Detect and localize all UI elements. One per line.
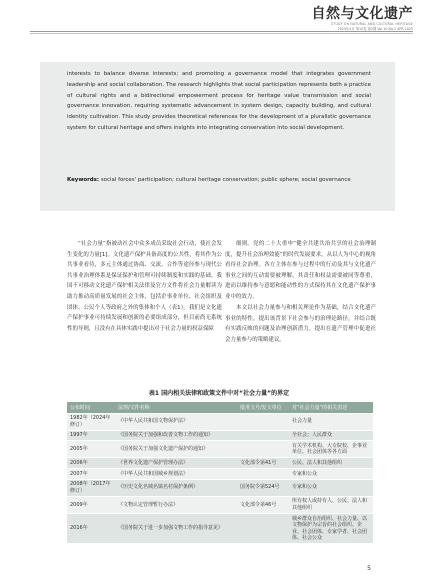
cell-document: 《世界文化遗产保护管理办法》 [115,458,237,469]
cell-definition: 所有权人或持有人、公民、法人和其他组织 [289,496,373,513]
cell-date: 2007年 [67,469,115,480]
col-header-document: 法规/文件名称 [115,402,237,413]
cell-document: 《中华人民共和国城乡规划法》 [115,469,237,480]
journal-subtitle: STUDY ON NATURAL AND CULTURAL HERITAGE [331,22,413,26]
table-row [67,514,373,544]
cell-issuer: 国务院令第524号 [237,479,289,496]
cell-document: 《文物认定管理暂行办法》 [115,496,237,513]
cell-issuer [237,469,289,480]
cell-issuer: 文化部令第41号 [237,458,289,469]
body-paragraph: 本文以社会力量参与和相关理论作为基础，结合文化遗产事业的特性，提出该背景下社会参与的治理论路径，并结合既有实践反映的问题及治理创新潜力，提出在遗产管理中促进社会力量参与的策略建议。 [225,305,376,343]
issue-info: 2025年4月 第10卷 第2期 Vol.10 No.2 APR.2025 [337,27,413,31]
cell-date: 1982年（2024年修订） [67,413,115,430]
col-header-definition: 对“社会力量”的相关表述 [289,402,373,413]
cell-issuer [237,413,289,430]
cell-definition: 专家和公众 [289,479,373,496]
cell-date: 2008年（2017年修订） [67,479,115,496]
cell-date: 2009年 [67,496,115,513]
table-row [67,496,373,513]
table-row [67,430,373,441]
abstract-paragraph: interests to balance diverse interests; and promoting a governance model that integrates government leadership and social collaboration. The research highlights that social participation represents both a practice of cultural rights and a bidirectional empowerment process for heritage value transmission and social governance innovation, requiring systematic advancement in system design, capacity building, and cultural identity cultivation. This study provides theoretical references for the development of a pluralistic governance system for cultural heritage and offers insights into integrating conservation into social development. [67,71,371,131]
table-caption: 表1 国内相关法律和政策文件中对“社会力量”的界定 [148,390,290,397]
cell-document: 《国务院关于加强和改善文物工作的通知》 [115,430,237,441]
cell-definition: 社会力量 [289,413,373,430]
body-paragraph: “社会力量”指被动社会中众多成员采取社会行动，使社会发生变化的力量[1]。文化遗产保护具备高度的公共性，将其作为公共事业看待，多元主体通过协商、交流、合作等途径参与现代公共事业治理体系是保证保护和管理可持续制度和实践的基础。我国不可移动文化遗产保护相关法律及官方文件将社会力量解读为助力推动高质量发展的社会主体，包括企事业单位、社会组织及团体、公民个人等政府之外的集体和个人（表1）。我们是文化遗产保护事业可持续发展和创新的必要组成部分，但目前尚无系统性的导则，且没有在具体实践中提出对于社会力量的权益保障 [67,241,222,332]
table-row [67,413,373,430]
cell-issuer [237,514,289,544]
keywords-label: Keywords: [67,177,100,183]
body-column-right [225,239,376,345]
definition-table [67,402,373,544]
abstract-text [67,69,371,134]
keywords [67,175,367,186]
cell-document: 《历史文化名城名镇名村保护条例》 [115,479,237,496]
cell-document: 《国务院关于进一步加强文物工作的指导意见》 [115,514,237,544]
journal-title: 自然与文化遗产 [311,6,413,22]
cell-date: 2016年 [67,514,115,544]
body-column-left [67,239,222,334]
header-rule-thin [30,33,413,34]
keywords-text: social forces' participation; cultural heritage conservation; public sphere; social governance [99,177,351,183]
page-number: 5 [367,565,371,572]
col-header-date: 公布时间 [67,402,115,413]
cell-date: 2005年 [67,441,115,458]
cell-issuer: 文化部令第46号 [237,496,289,513]
cell-date: 2006年 [67,458,115,469]
cell-document: 《国务院关于加强文化遗产保护的通知》 [115,441,237,458]
cell-definition: 公民、法人和其他组织 [289,458,373,469]
body-paragraph: 细则。党的二十大重申“健全共建共治共享的社会治理制度，提升社会治理效能”的时代发展要求，从以人为中心的视角看待社会治理。各方主体在参与过程中的行动及其与文化遗产事业之间的互动需要被理解，其责任和权益需要被同等尊重，进而以维持参与意愿和能动性的方式保持其在文化遗产保护事业中的效力。 [225,241,376,300]
table-row [67,479,373,496]
cell-definition: 城乡群众自治组织、社会力量、以文物保护为宗旨的社会组织、企业、社会团体、专家学者、社会团体、社会公众 [289,514,373,544]
cell-document: 《中华人民共和国文物保护法》 [115,413,237,430]
cell-definition: 专家和公众 [289,469,373,480]
table-row [67,469,373,480]
table-row [67,458,373,469]
cell-definition: 全社会；人民群众 [289,430,373,441]
cell-definition: 有关学术机构、大专院校、企事业单位、社会团体等各方面 [289,441,373,458]
cell-date: 1997年 [67,430,115,441]
cell-issuer [237,430,289,441]
col-header-issuer: 批准文号/发文单位 [237,402,289,413]
table-row [67,441,373,458]
journal-masthead [309,7,413,26]
table-header-row [67,402,373,413]
cell-issuer [237,441,289,458]
